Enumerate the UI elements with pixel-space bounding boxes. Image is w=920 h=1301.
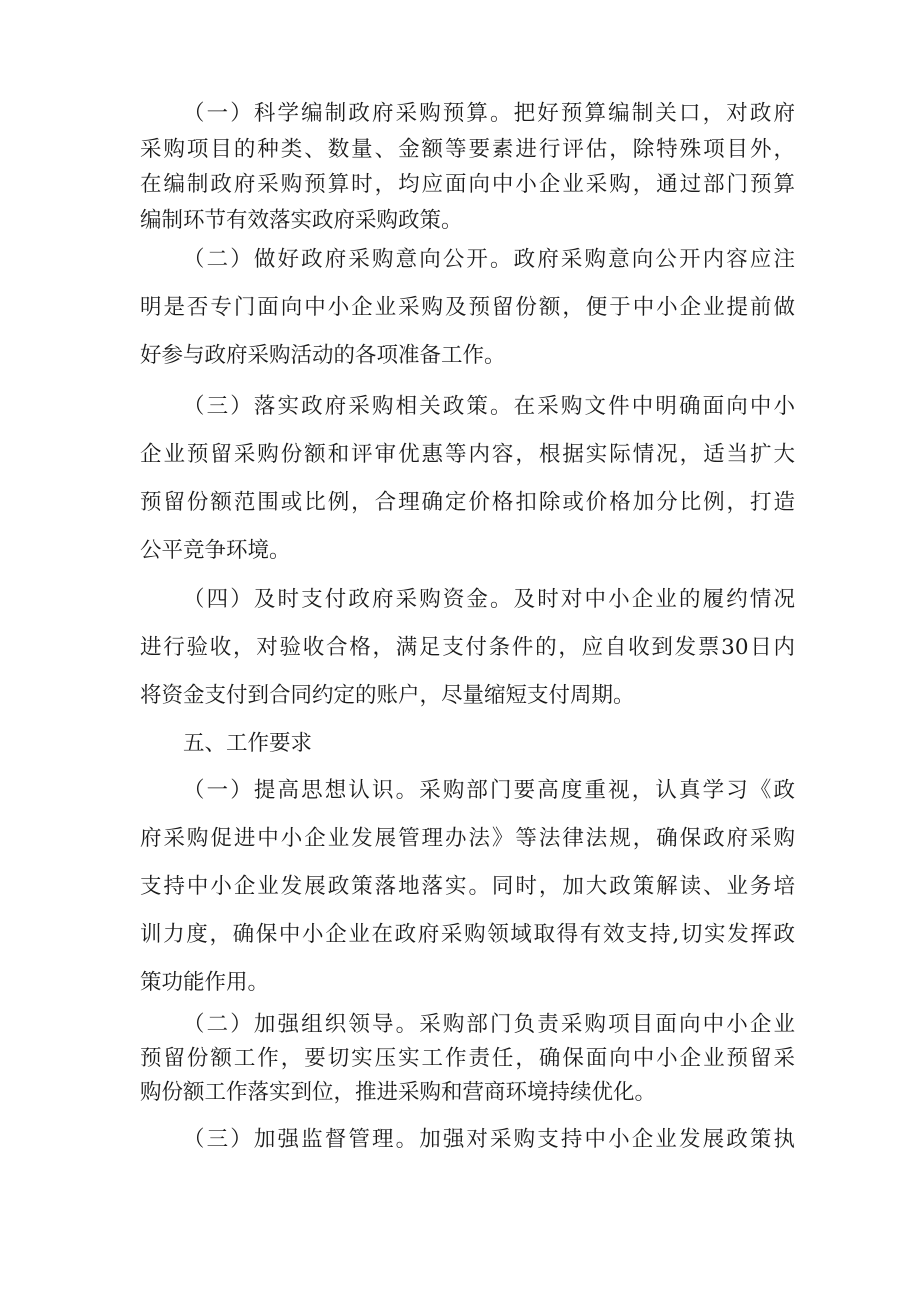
text-line: 支持中小企业发展政策落地落实。同时，加大政策解读、业务培 (140, 874, 795, 899)
paragraph-policy-implementation (140, 383, 795, 575)
text-line: 将资金支付到合同约定的账户，尽量缩短支付周期。 (140, 683, 635, 708)
text-line: （三）落实政府采购相关政策。在采购文件中明确面向中小 (183, 394, 795, 419)
text-line: 明是否专门面向中小企业采购及预留份额，便于中小企业提前做 (140, 295, 795, 320)
text-line: 府采购促进中小企业发展管理办法》等法律法规，确保政府采购 (140, 826, 795, 851)
text-line: 进行验收，对验收合格，满足支付条件的，应自收到发票30日内 (140, 635, 795, 660)
text-line: （四）及时支付政府采购资金。及时对中小企业的履约情况 (183, 587, 795, 612)
text-line: （一）科学编制政府采购预算。把好预算编制关口，对政府 (183, 101, 795, 126)
section-heading: 五、工作要求 (183, 731, 313, 756)
paragraph-timely-payment (140, 576, 795, 720)
text-line: 好参与政府采购活动的各项准备工作。 (140, 343, 506, 368)
text-line: 采购项目的种类、数量、金额等要素进行评估，除特殊项目外， (140, 136, 795, 162)
paragraph-raise-awareness (140, 767, 795, 1007)
paragraph-supervision (140, 1120, 795, 1160)
text-line: 预留份额范围或比例，合理确定价格扣除或价格加分比例，打造 (140, 490, 795, 515)
text-line: （二）加强组织领导。采购部门负责采购项目面向中小企业 (183, 1012, 795, 1037)
text-line: 预留份额工作，要切实压实工作责任，确保面向中小企业预留采 (140, 1046, 795, 1071)
section-heading-work-requirements (140, 720, 795, 768)
text-line: （三）加强监督管理。加强对采购支持中小企业发展政策执 (183, 1127, 795, 1152)
text-line: 策功能作用。 (140, 970, 270, 995)
text-line: （一）提高思想认识。采购部门要高度重视，认真学习《政 (183, 778, 795, 803)
text-line: 训力度，确保中小企业在政府采购领域取得有效支持,切实发挥政 (140, 922, 795, 947)
text-line: （二）做好政府采购意向公开。政府采购意向公开内容应注 (183, 247, 795, 272)
paragraph-intention-disclosure (140, 236, 795, 380)
paragraph-budget-preparation (140, 96, 795, 238)
paragraph-organizational-leadership (140, 1008, 795, 1110)
text-line: 在编制政府采购预算时，均应面向中小企业采购，通过部门预算 (140, 172, 795, 197)
text-line: 购份额工作落实到位，推进采购和营商环境持续优化。 (140, 1080, 657, 1105)
text-line: 编制环节有效落实政府采购政策。 (140, 207, 463, 233)
text-line: 企业预留采购份额和评审优惠等内容，根据实际情况，适当扩大 (140, 442, 795, 467)
text-line: 公平竞争环境。 (140, 538, 291, 563)
